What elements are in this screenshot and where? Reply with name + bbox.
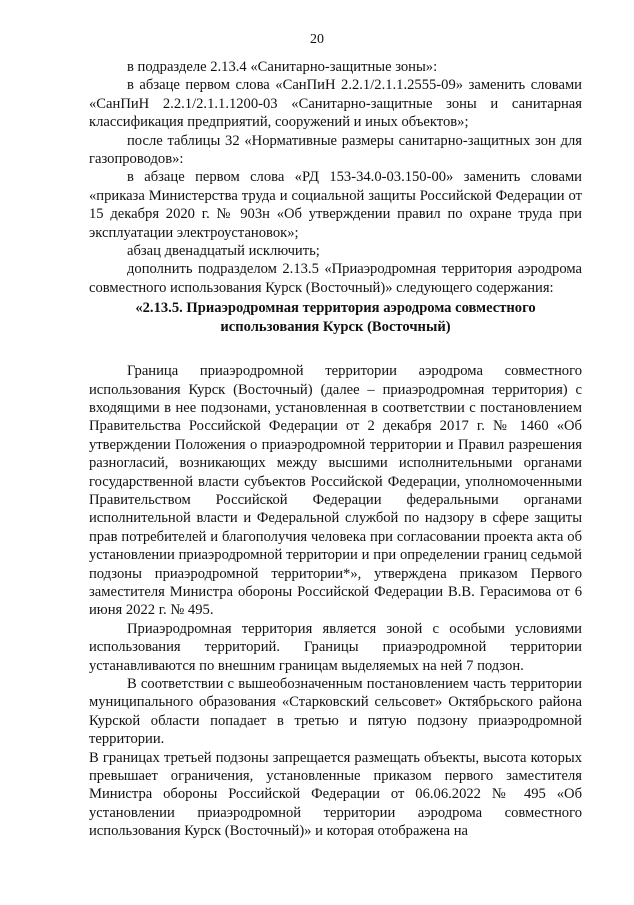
body-paragraph: Граница приаэродромной территории аэродрома совместного использования Курск (Восточный) (далее – приаэродромная территория) с входящими в нее подзонами, установленная в соответствии с постановлением Правительства Российской Федерации от 2 декабря 2017 г. № 1460 «Об утверждении Положения о приаэродромной территории и Правил разрешения разногласий, возникающих между высшими исполнительными органами государственной власти субъектов Российской Федерации, уполномоченными Правительством Российской Федерации федеральными органами исполнительной власти и Федеральной службой по надзору в сфере защиты прав потребителей и благополучия человека при согласовании проекта акта об установлении приаэродромной территории и при определении границ седьмой подзоны приаэродромной территории*», утверждена приказом Первого заместителя Министра обороны Российской Федерации В.В. Герасимова от 6 июня 2022 г. № 495. [89, 363, 582, 619]
body-paragraph: В соответствии с вышеобозначенным постановлением часть территории муниципального образования «Старковский сельсовет» Октябрьского района Курской области попадает в третью и пятую подзону приаэродромной территории. [89, 676, 582, 748]
amendment-paragraph: после таблицы 32 «Нормативные размеры санитарно-защитных зон для газопроводов»: [89, 132, 582, 168]
amendment-paragraph: в подразделе 2.13.4 «Санитарно-защитные зоны»: [127, 59, 438, 75]
section-heading: «2.13.5. Приаэродромная территория аэродрома совместного использования Курск (Восточный) [135, 300, 536, 335]
amendment-paragraph: дополнить подразделом 2.13.5 «Приаэродромная территория аэродрома совместного использования Курск (Восточный)» следующего содержания: [89, 261, 582, 296]
document-body [89, 58, 582, 841]
page-number: 20 [310, 32, 324, 47]
body-paragraph: Приаэродромная территория является зоной с особыми условиями использования территорий. Границы приаэродромной территории устанавливаются по внешним границам выделяемых на ней 7 подзон. [89, 620, 582, 674]
body-paragraph: В границах третьей подзоны запрещается размещать объекты, высота которых превышает ограничения, установленные приказом первого заместителя Министра обороны Российской Федерации от 06.06.2022 № 495 «Об установлении приаэродромной территории аэродрома совместного использования Курск (Восточный)» и которая отображена на [89, 749, 582, 840]
amendment-paragraph: абзац двенадцатый исключить; [127, 243, 320, 260]
heading-spacer [89, 336, 582, 362]
amendment-paragraph: в абзаце первом слова «РД 153-34.0-03.150-00» заменить словами «приказа Министерства труда и социальной защиты Российской Федерации от 15 декабря 2020 г. № 903н «Об утверждении правил по охране труда при эксплуатации электроустановок»; [89, 169, 582, 241]
amendment-paragraph: в абзаце первом слова «СанПиН 2.2.1/2.1.1.2555-09» заменить словами «СанПиН 2.2.1/2.1.1.1200-03 «Санитарно-защитные зоны и санитарная классификация предприятий, сооружений и иных объектов»; [89, 77, 582, 131]
